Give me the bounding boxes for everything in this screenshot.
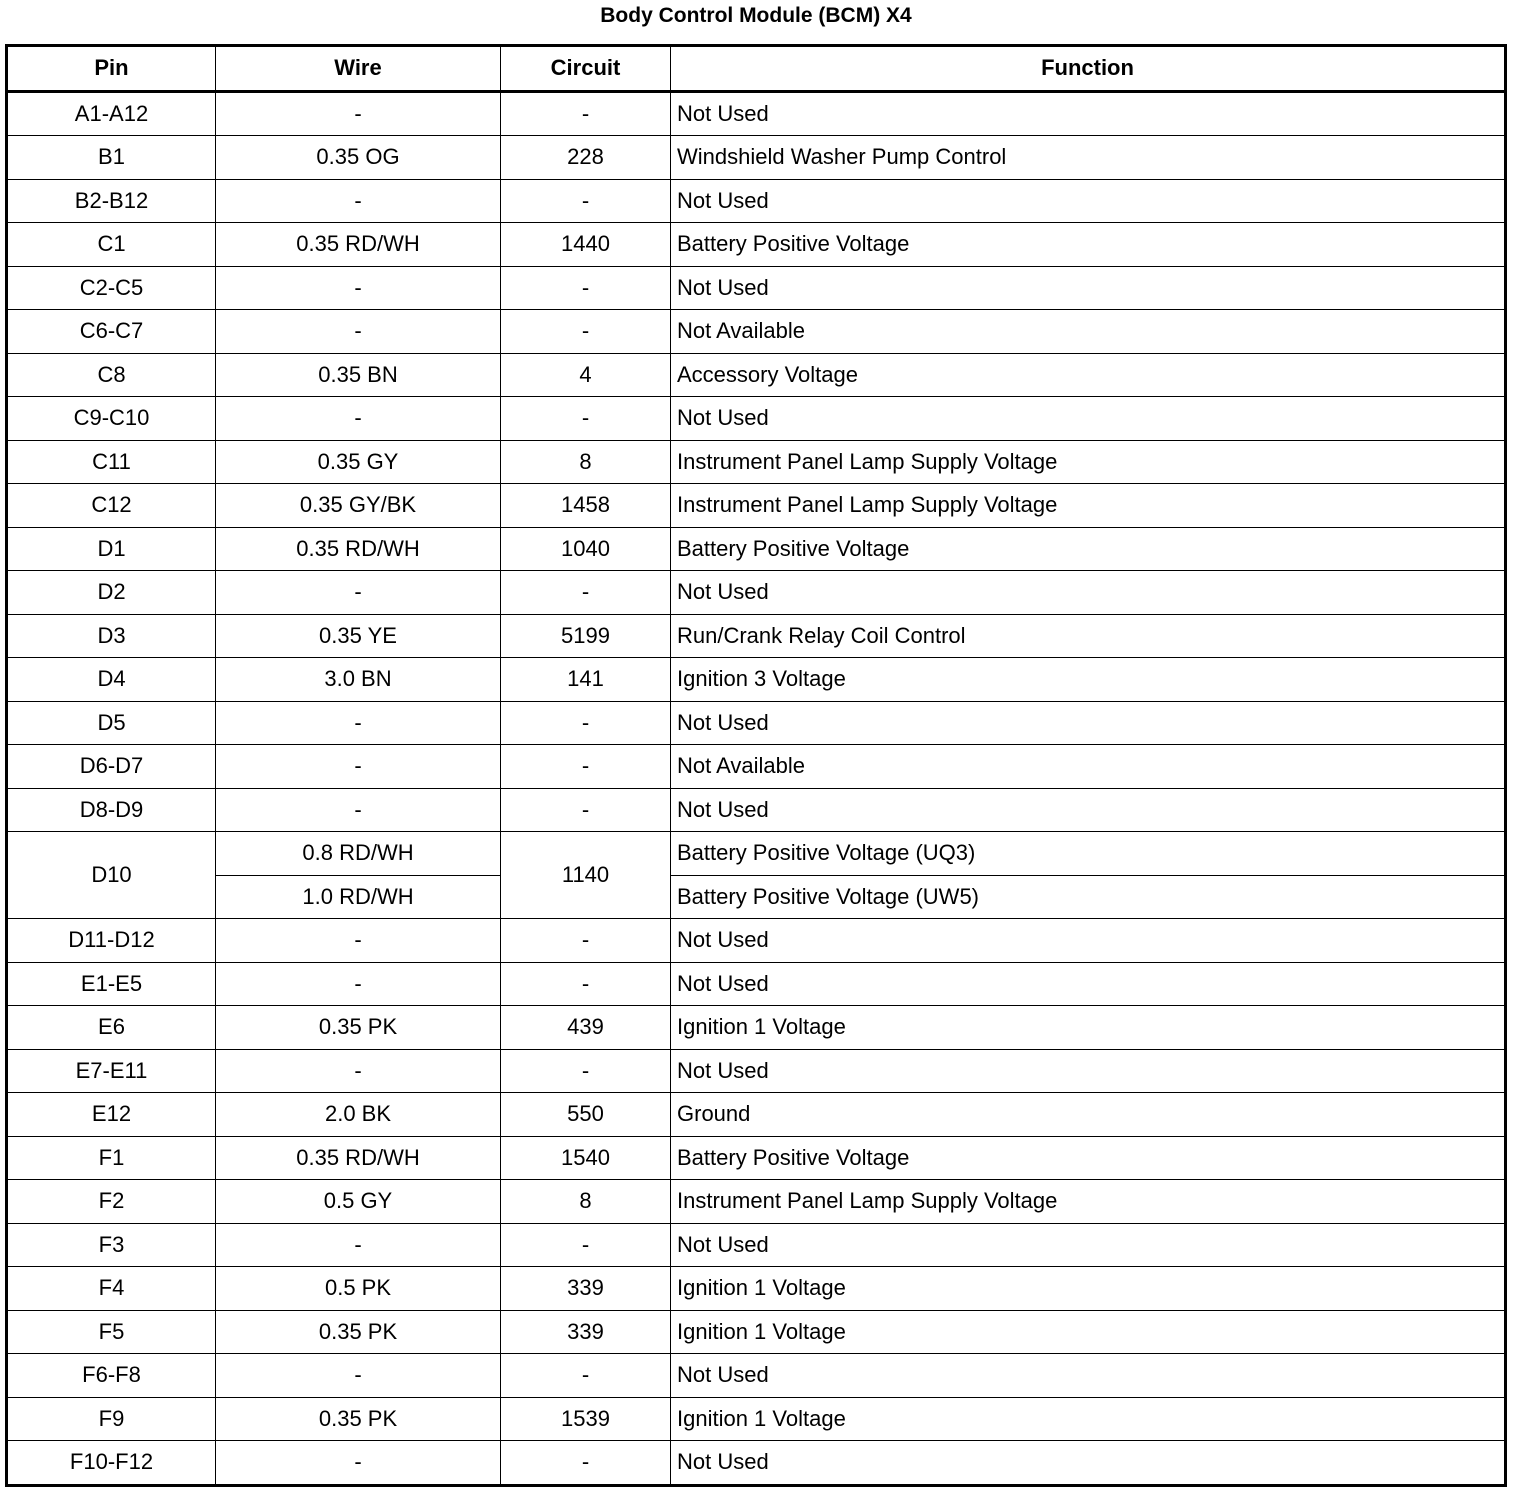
function-cell: Not Used (671, 701, 1506, 745)
pin-cell: D4 (7, 658, 216, 702)
table-row (7, 614, 1506, 658)
wire-cell: 0.35 YE (216, 614, 501, 658)
pin-cell: A1-A12 (7, 91, 216, 136)
circuit-cell: - (501, 745, 671, 789)
circuit-cell: - (501, 1223, 671, 1267)
function-cell: Battery Positive Voltage (671, 1136, 1506, 1180)
function-cell: Ignition 1 Voltage (671, 1310, 1506, 1354)
wire-cell: - (216, 571, 501, 615)
function-cell: Battery Positive Voltage (UW5) (671, 875, 1506, 919)
pin-cell: F1 (7, 1136, 216, 1180)
pin-cell: F6-F8 (7, 1354, 216, 1398)
wire-cell: 0.35 PK (216, 1310, 501, 1354)
pin-cell: E7-E11 (7, 1049, 216, 1093)
pin-cell: C8 (7, 353, 216, 397)
table-row (7, 1093, 1506, 1137)
wire-cell: 0.35 PK (216, 1006, 501, 1050)
function-cell: Not Used (671, 397, 1506, 441)
circuit-cell: - (501, 266, 671, 310)
pin-cell: B1 (7, 136, 216, 180)
wire-cell: - (216, 962, 501, 1006)
function-cell: Ignition 3 Voltage (671, 658, 1506, 702)
wire-cell: - (216, 788, 501, 832)
circuit-cell: 5199 (501, 614, 671, 658)
table-row (7, 788, 1506, 832)
pin-cell: C11 (7, 440, 216, 484)
circuit-cell: 228 (501, 136, 671, 180)
function-cell: Run/Crank Relay Coil Control (671, 614, 1506, 658)
table-row (7, 1049, 1506, 1093)
function-cell: Instrument Panel Lamp Supply Voltage (671, 1180, 1506, 1224)
circuit-cell: - (501, 91, 671, 136)
header-function: Function (671, 46, 1506, 92)
function-cell: Not Used (671, 91, 1506, 136)
function-cell: Not Used (671, 788, 1506, 832)
wire-cell: 0.5 PK (216, 1267, 501, 1311)
pin-cell: B2-B12 (7, 179, 216, 223)
page-title: Body Control Module (BCM) X4 (600, 4, 912, 27)
table-header-row (7, 46, 1506, 92)
table-row (7, 353, 1506, 397)
table-row (7, 875, 1506, 919)
function-cell: Not Available (671, 310, 1506, 354)
wire-cell: - (216, 745, 501, 789)
table-row (7, 179, 1506, 223)
pin-cell: D1 (7, 527, 216, 571)
wire-cell: - (216, 91, 501, 136)
function-cell: Battery Positive Voltage (671, 223, 1506, 267)
table-row (7, 571, 1506, 615)
table-row (7, 484, 1506, 528)
circuit-cell: 439 (501, 1006, 671, 1050)
pin-cell: C2-C5 (7, 266, 216, 310)
table-row (7, 1310, 1506, 1354)
function-cell: Instrument Panel Lamp Supply Voltage (671, 440, 1506, 484)
circuit-cell: - (501, 1354, 671, 1398)
function-cell: Not Available (671, 745, 1506, 789)
pin-cell: D8-D9 (7, 788, 216, 832)
function-cell: Not Used (671, 1049, 1506, 1093)
table-row (7, 1397, 1506, 1441)
function-cell: Not Used (671, 179, 1506, 223)
circuit-cell: 1540 (501, 1136, 671, 1180)
wire-cell: - (216, 397, 501, 441)
circuit-cell: 1040 (501, 527, 671, 571)
pin-cell: C1 (7, 223, 216, 267)
function-cell: Instrument Panel Lamp Supply Voltage (671, 484, 1506, 528)
wire-cell: 0.35 OG (216, 136, 501, 180)
circuit-cell: 550 (501, 1093, 671, 1137)
circuit-cell: - (501, 788, 671, 832)
wire-cell: 0.35 RD/WH (216, 1136, 501, 1180)
table-row (7, 1354, 1506, 1398)
circuit-cell: - (501, 397, 671, 441)
table-row (7, 962, 1506, 1006)
function-cell: Battery Positive Voltage (UQ3) (671, 832, 1506, 876)
wire-cell: 2.0 BK (216, 1093, 501, 1137)
function-cell: Not Used (671, 571, 1506, 615)
pin-cell: F4 (7, 1267, 216, 1311)
table-body (7, 91, 1506, 1485)
header-pin: Pin (7, 46, 216, 92)
table-row (7, 266, 1506, 310)
table-row (7, 136, 1506, 180)
circuit-cell: - (501, 919, 671, 963)
function-cell: Not Used (671, 919, 1506, 963)
function-cell: Not Used (671, 266, 1506, 310)
function-cell: Ground (671, 1093, 1506, 1137)
connector-pinout-table (5, 44, 1507, 1487)
pin-cell: E12 (7, 1093, 216, 1137)
wire-cell: 0.35 BN (216, 353, 501, 397)
table-row (7, 1136, 1506, 1180)
table-row (7, 1441, 1506, 1486)
circuit-cell: 1440 (501, 223, 671, 267)
header-wire: Wire (216, 46, 501, 92)
wire-cell: 1.0 RD/WH (216, 875, 501, 919)
function-cell: Ignition 1 Voltage (671, 1267, 1506, 1311)
pin-cell: F5 (7, 1310, 216, 1354)
table-row (7, 701, 1506, 745)
wire-cell: 0.35 GY (216, 440, 501, 484)
circuit-cell: - (501, 179, 671, 223)
wire-cell: 0.35 GY/BK (216, 484, 501, 528)
wire-cell: - (216, 1049, 501, 1093)
circuit-cell: 8 (501, 1180, 671, 1224)
table-row (7, 91, 1506, 136)
pin-cell: D5 (7, 701, 216, 745)
header-circuit: Circuit (501, 46, 671, 92)
circuit-cell: 8 (501, 440, 671, 484)
pin-cell: D2 (7, 571, 216, 615)
circuit-cell: - (501, 310, 671, 354)
circuit-cell: - (501, 571, 671, 615)
table-row (7, 919, 1506, 963)
circuit-cell: 4 (501, 353, 671, 397)
circuit-cell: 1458 (501, 484, 671, 528)
function-cell: Battery Positive Voltage (671, 527, 1506, 571)
pin-cell: C6-C7 (7, 310, 216, 354)
circuit-cell: 339 (501, 1267, 671, 1311)
pin-cell: F3 (7, 1223, 216, 1267)
wire-cell: - (216, 1223, 501, 1267)
table-row (7, 310, 1506, 354)
table-row (7, 223, 1506, 267)
wire-cell: 0.35 RD/WH (216, 223, 501, 267)
table-row (7, 397, 1506, 441)
table-row (7, 1267, 1506, 1311)
wire-cell: 0.8 RD/WH (216, 832, 501, 876)
circuit-cell: - (501, 701, 671, 745)
function-cell: Accessory Voltage (671, 353, 1506, 397)
pin-cell: C9-C10 (7, 397, 216, 441)
table-row (7, 1180, 1506, 1224)
pin-cell: D11-D12 (7, 919, 216, 963)
circuit-cell: 1140 (501, 832, 671, 919)
wire-cell: 0.35 PK (216, 1397, 501, 1441)
wire-cell: 0.5 GY (216, 1180, 501, 1224)
pin-cell: F10-F12 (7, 1441, 216, 1486)
circuit-cell: 1539 (501, 1397, 671, 1441)
wire-cell: - (216, 266, 501, 310)
circuit-cell: - (501, 962, 671, 1006)
wire-cell: - (216, 310, 501, 354)
pin-cell: C12 (7, 484, 216, 528)
pin-cell: F2 (7, 1180, 216, 1224)
pin-cell: E1-E5 (7, 962, 216, 1006)
circuit-cell: 339 (501, 1310, 671, 1354)
pin-cell: F9 (7, 1397, 216, 1441)
table-row (7, 1223, 1506, 1267)
wire-cell: - (216, 1441, 501, 1486)
function-cell: Not Used (671, 962, 1506, 1006)
wire-cell: - (216, 919, 501, 963)
wire-cell: 0.35 RD/WH (216, 527, 501, 571)
function-cell: Windshield Washer Pump Control (671, 136, 1506, 180)
table-row (7, 440, 1506, 484)
function-cell: Not Used (671, 1441, 1506, 1486)
table-row (7, 658, 1506, 702)
pin-cell: D3 (7, 614, 216, 658)
circuit-cell: - (501, 1441, 671, 1486)
function-cell: Not Used (671, 1223, 1506, 1267)
table-row (7, 745, 1506, 789)
circuit-cell: - (501, 1049, 671, 1093)
table-row (7, 1006, 1506, 1050)
pin-cell: E6 (7, 1006, 216, 1050)
function-cell: Not Used (671, 1354, 1506, 1398)
pin-cell: D10 (7, 832, 216, 919)
table-row (7, 527, 1506, 571)
function-cell: Ignition 1 Voltage (671, 1397, 1506, 1441)
wire-cell: 3.0 BN (216, 658, 501, 702)
circuit-cell: 141 (501, 658, 671, 702)
table-row (7, 832, 1506, 876)
function-cell: Ignition 1 Voltage (671, 1006, 1506, 1050)
wire-cell: - (216, 179, 501, 223)
pin-cell: D6-D7 (7, 745, 216, 789)
wire-cell: - (216, 701, 501, 745)
wire-cell: - (216, 1354, 501, 1398)
